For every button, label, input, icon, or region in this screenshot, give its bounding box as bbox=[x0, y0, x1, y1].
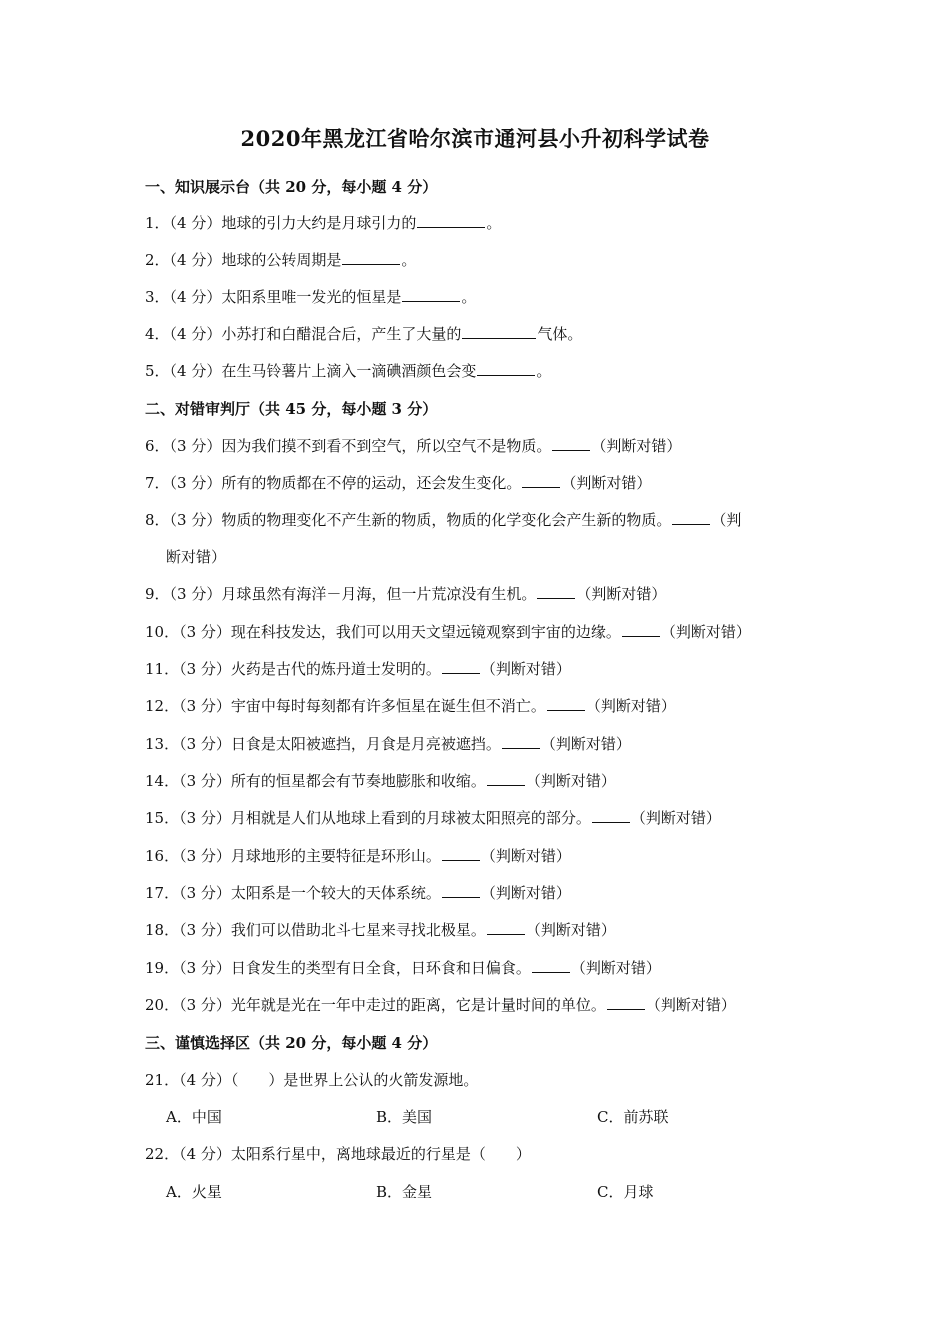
option-c: C．前苏联 bbox=[597, 1108, 669, 1126]
judge-suffix: （判断对错） bbox=[525, 921, 616, 939]
option-b: B．金星 bbox=[376, 1183, 433, 1201]
question-text: 太阳系行星中，离地球最近的行星是（ ） bbox=[230, 1145, 531, 1163]
question-text: 月相就是人们从地球上看到的月球被太阳照亮的部分。 bbox=[230, 809, 591, 827]
judge-suffix-part2: 断对错） bbox=[166, 548, 227, 566]
question-text: 地球的引力大约是月球引力的 bbox=[221, 214, 417, 232]
judge-suffix: （判断对错） bbox=[630, 809, 721, 827]
question-text: 我们可以借助北斗七星来寻找北极星。 bbox=[230, 921, 486, 939]
judge-suffix: （判断对错） bbox=[480, 884, 571, 902]
question-text: 光年就是光在一年中走过的距离，它是计量时间的单位。 bbox=[230, 996, 606, 1014]
question-number: 3．（4 分） bbox=[145, 288, 222, 306]
question-text: 小苏打和白醋混合后，产生了大量的 bbox=[221, 325, 462, 343]
question-text: 所有的恒星都会有节奏地膨胀和收缩。 bbox=[230, 772, 486, 790]
question-text: 物质的物理变化不产生新的物质，物质的化学变化会产生新的物质。 bbox=[221, 511, 672, 529]
question-15 bbox=[145, 807, 721, 828]
answer-blank bbox=[442, 846, 480, 861]
answer-blank bbox=[607, 995, 645, 1010]
question-16 bbox=[145, 845, 571, 866]
option-a: A．火星 bbox=[166, 1183, 222, 1201]
question-text: 宇宙中每时每刻都有许多恒星在诞生但不消亡。 bbox=[230, 697, 546, 715]
question-text: 所有的物质都在不停的运动，还会发生变化。 bbox=[221, 474, 522, 492]
question-text-end: 。 bbox=[461, 288, 477, 306]
question-text: 日食是太阳被遮挡，月食是月亮被遮挡。 bbox=[230, 735, 501, 753]
answer-blank bbox=[442, 883, 480, 898]
question-number: 16．（3 分） bbox=[145, 847, 231, 865]
question-number: 14．（3 分） bbox=[145, 772, 231, 790]
judge-suffix: （判断对错） bbox=[576, 585, 667, 603]
question-6 bbox=[145, 435, 681, 456]
question-text-end: 气体。 bbox=[537, 325, 583, 343]
question-text: 现在科技发达，我们可以用天文望远镜观察到宇宙的边缘。 bbox=[230, 623, 621, 641]
question-number: 13．（3 分） bbox=[145, 735, 231, 753]
question-number: 20．（3 分） bbox=[145, 996, 231, 1014]
answer-blank bbox=[477, 361, 535, 376]
question-text-end: 。 bbox=[401, 251, 417, 269]
question-number: 4．（4 分） bbox=[145, 325, 222, 343]
answer-blank bbox=[462, 324, 536, 339]
question-number: 22．（4 分） bbox=[145, 1145, 231, 1163]
question-number: 11．（3 分） bbox=[145, 660, 231, 678]
answer-blank bbox=[487, 771, 525, 786]
judge-suffix: （判断对错） bbox=[570, 959, 661, 977]
question-12 bbox=[145, 695, 676, 716]
question-number: 7．（3 分） bbox=[145, 474, 222, 492]
question-text: 地球的公转周期是 bbox=[221, 251, 342, 269]
question-18 bbox=[145, 919, 616, 940]
answer-blank bbox=[342, 250, 400, 265]
answer-blank bbox=[537, 584, 575, 599]
question-text-end: 。 bbox=[536, 362, 552, 380]
option-a: A．中国 bbox=[166, 1108, 222, 1126]
answer-blank bbox=[417, 213, 485, 228]
question-19 bbox=[145, 957, 661, 978]
answer-blank bbox=[402, 287, 460, 302]
question-8 bbox=[145, 509, 741, 530]
question-number: 12．（3 分） bbox=[145, 697, 231, 715]
answer-blank bbox=[442, 659, 480, 674]
question-17 bbox=[145, 882, 571, 903]
question-text: 太阳系是一个较大的天体系统。 bbox=[230, 884, 441, 902]
question-number: 5．（4 分） bbox=[145, 362, 222, 380]
question-number: 21．（4 分） bbox=[145, 1071, 231, 1089]
question-number: 17．（3 分） bbox=[145, 884, 231, 902]
question-14 bbox=[145, 770, 616, 791]
answer-blank bbox=[592, 808, 630, 823]
answer-blank bbox=[622, 622, 660, 637]
question-text: 月球地形的主要特征是环形山。 bbox=[230, 847, 441, 865]
question-9 bbox=[145, 583, 666, 604]
judge-suffix: （判断对错） bbox=[561, 474, 652, 492]
question-13 bbox=[145, 733, 631, 754]
question-22 bbox=[145, 1143, 531, 1164]
question-text-end: 。 bbox=[486, 214, 502, 232]
question-text: 太阳系里唯一发光的恒星是 bbox=[221, 288, 402, 306]
question-3 bbox=[145, 286, 476, 307]
question-number: 6．（3 分） bbox=[145, 437, 222, 455]
question-text: 日食发生的类型有日全食，日环食和日偏食。 bbox=[230, 959, 531, 977]
answer-blank bbox=[502, 734, 540, 749]
question-text: 在生马铃薯片上滴入一滴碘酒颜色会变 bbox=[221, 362, 477, 380]
judge-suffix: （判断对错） bbox=[645, 996, 736, 1014]
section-heading-fill: 一、知识展示台（共 20 分，每小题 4 分） bbox=[145, 178, 438, 196]
question-text: 火药是古代的炼丹道士发明的。 bbox=[230, 660, 441, 678]
page-title: 2020年黑龙江省哈尔滨市通河县小升初科学试卷 bbox=[240, 126, 710, 151]
answer-blank bbox=[672, 510, 710, 525]
question-text: 月球虽然有海洋－月海，但一片荒凉没有生机。 bbox=[221, 585, 537, 603]
question-10 bbox=[145, 621, 751, 642]
question-5 bbox=[145, 360, 551, 381]
option-c: C．月球 bbox=[597, 1183, 654, 1201]
section-heading-choice: 三、谨慎选择区（共 20 分，每小题 4 分） bbox=[145, 1034, 438, 1052]
judge-suffix-part1: （判 bbox=[711, 511, 742, 529]
judge-suffix: （判断对错） bbox=[480, 847, 571, 865]
question-7 bbox=[145, 472, 651, 493]
question-8-continued bbox=[166, 546, 226, 567]
question-text: 因为我们摸不到看不到空气，所以空气不是物质。 bbox=[221, 437, 552, 455]
judge-suffix: （判断对错） bbox=[480, 660, 571, 678]
judge-suffix: （判断对错） bbox=[660, 623, 751, 641]
question-11 bbox=[145, 658, 571, 679]
question-21 bbox=[145, 1069, 478, 1090]
question-number: 18．（3 分） bbox=[145, 921, 231, 939]
question-number: 10．（3 分） bbox=[145, 623, 231, 641]
answer-blank bbox=[547, 696, 585, 711]
option-b: B．美国 bbox=[376, 1108, 433, 1126]
question-number: 9．（3 分） bbox=[145, 585, 222, 603]
judge-suffix: （判断对错） bbox=[585, 697, 676, 715]
judge-suffix: （判断对错） bbox=[540, 735, 631, 753]
answer-blank bbox=[552, 436, 590, 451]
judge-suffix: （判断对错） bbox=[591, 437, 682, 455]
question-20 bbox=[145, 994, 736, 1015]
question-number: 15．（3 分） bbox=[145, 809, 231, 827]
question-2 bbox=[145, 249, 416, 270]
question-number: 1．（4 分） bbox=[145, 214, 222, 232]
answer-blank bbox=[532, 958, 570, 973]
question-1 bbox=[145, 212, 501, 233]
judge-suffix: （判断对错） bbox=[525, 772, 616, 790]
section-heading-judge: 二、对错审判厅（共 45 分，每小题 3 分） bbox=[145, 400, 438, 418]
question-number: 2．（4 分） bbox=[145, 251, 222, 269]
question-text: （ ）是世界上公认的火箭发源地。 bbox=[230, 1071, 479, 1089]
question-4 bbox=[145, 323, 582, 344]
answer-blank bbox=[487, 920, 525, 935]
question-number: 19．（3 分） bbox=[145, 959, 231, 977]
answer-blank bbox=[522, 473, 560, 488]
question-number: 8．（3 分） bbox=[145, 511, 222, 529]
